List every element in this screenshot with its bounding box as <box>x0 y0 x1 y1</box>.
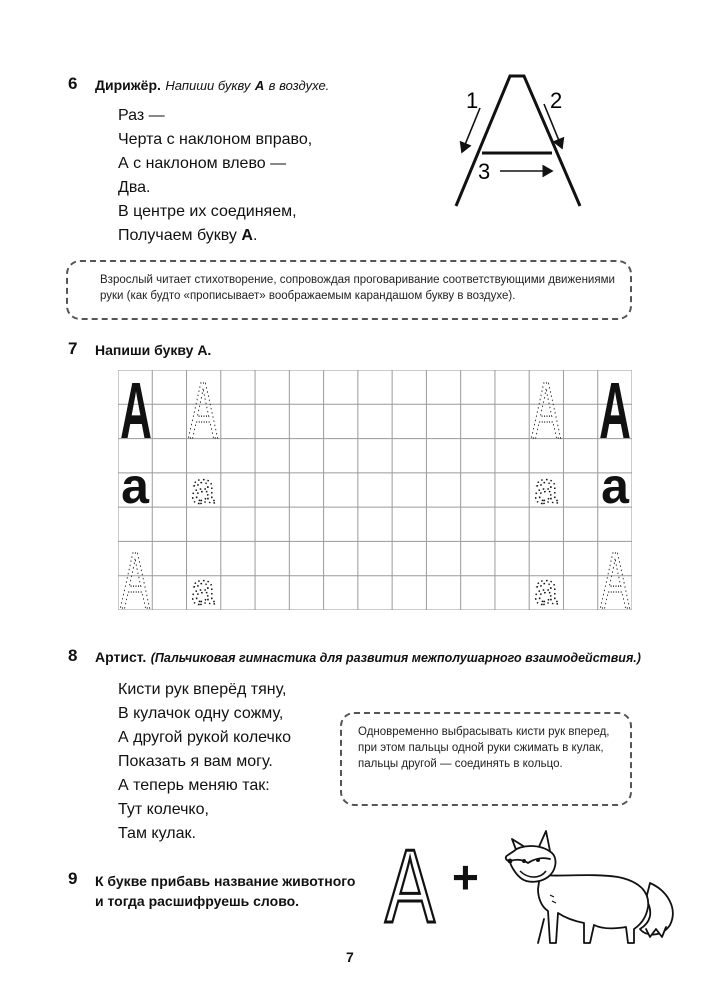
plus-sign: + <box>452 851 479 903</box>
trace-small-a: a <box>533 565 559 610</box>
page-number: 7 <box>346 949 354 965</box>
exercise-8-poem <box>118 678 291 846</box>
poem-line: Показать я вам могу. <box>118 753 273 770</box>
exercise-7-title: Напиши букву А. <box>95 342 212 358</box>
trace-small-a: a <box>190 464 216 513</box>
handwriting-grid <box>118 370 632 610</box>
step-3-label: 3 <box>478 159 491 184</box>
exercise-9-text <box>95 871 355 911</box>
exercise-8-note-text: Одновременно выбрасывать кисти рук вперед, при этом пальцы одной руки сжимать в кулак, пальцы другой — соединять в кольцо. <box>358 726 610 770</box>
poem-line: В центре их соединяем, <box>118 203 297 220</box>
exercise-9-outline-letter-a <box>365 838 455 928</box>
exercise-6-instruction-letter: А <box>254 78 265 93</box>
exercise-8-number: 8 <box>68 646 78 665</box>
exercise-8-title: Артист. <box>95 649 147 665</box>
poem-line: Тут колечко, <box>118 801 209 818</box>
letter-a-stroke-diagram <box>440 66 600 216</box>
exercise-8-subtitle: (Пальчиковая гимнастика для развития межполушарного взаимодействия.) <box>150 651 641 665</box>
exercise-6-heading <box>95 77 329 95</box>
exercise-8-note <box>340 712 632 806</box>
exercise-6-note-text: Взрослый читает стихотворение, сопровождая проговаривание соответствующими движениями руки (как будто «прописывает» воображаемым карандашом букву в воздухе). <box>100 274 615 302</box>
sample-capital-a: A <box>120 370 152 456</box>
poem-line: А другой рукой колечко <box>118 729 291 746</box>
poem-line <box>118 224 312 248</box>
trace-small-a: a <box>190 565 216 610</box>
step-2-label: 2 <box>550 88 563 113</box>
trace-capital-a: A <box>120 536 150 610</box>
poem-line: Там кулак. <box>118 825 196 842</box>
exercise-6-instruction-end: в воздухе. <box>268 78 330 93</box>
sample-small-a: a <box>601 458 629 514</box>
trace-capital-a: A <box>531 370 561 456</box>
poem-last-text: Получаем букву <box>118 227 237 244</box>
exercise-9-line-2: и тогда расшифруешь слово. <box>95 893 300 909</box>
exercise-7-number: 7 <box>68 339 78 358</box>
exercise-6-poem <box>118 104 312 248</box>
trace-capital-a: A <box>188 370 218 456</box>
poem-line: Кисти рук вперёд тяну, <box>118 681 287 698</box>
exercise-6-title: Дирижёр. <box>95 77 161 93</box>
exercise-6-note <box>66 260 632 320</box>
exercise-9-line-1: К букве прибавь название животного <box>95 873 356 889</box>
exercise-6-number: 6 <box>68 74 78 93</box>
poem-line: Два. <box>118 179 151 196</box>
sample-small-a: a <box>121 458 149 514</box>
step-1-label: 1 <box>466 88 479 113</box>
poem-last-letter: А <box>241 227 253 244</box>
arrow-stroke-1 <box>462 108 480 152</box>
sample-capital-a: A <box>599 370 631 456</box>
poem-line: А теперь меняю так: <box>118 777 270 794</box>
exercise-6-instruction: Напиши букву <box>165 78 251 93</box>
poem-line: В кулачок одну сожму, <box>118 705 284 722</box>
exercise-8-heading <box>95 649 641 667</box>
poem-line: Черта с наклоном вправо, <box>118 131 313 148</box>
fox-illustration <box>500 825 680 945</box>
poem-line: А с наклоном влево — <box>118 155 287 172</box>
trace-capital-a: A <box>600 536 630 610</box>
exercise-9-number: 9 <box>68 869 78 888</box>
outline-letter-a: A <box>385 838 435 928</box>
poem-last-end: . <box>252 227 258 244</box>
trace-small-a: a <box>533 464 559 513</box>
poem-line: Раз — <box>118 107 165 124</box>
